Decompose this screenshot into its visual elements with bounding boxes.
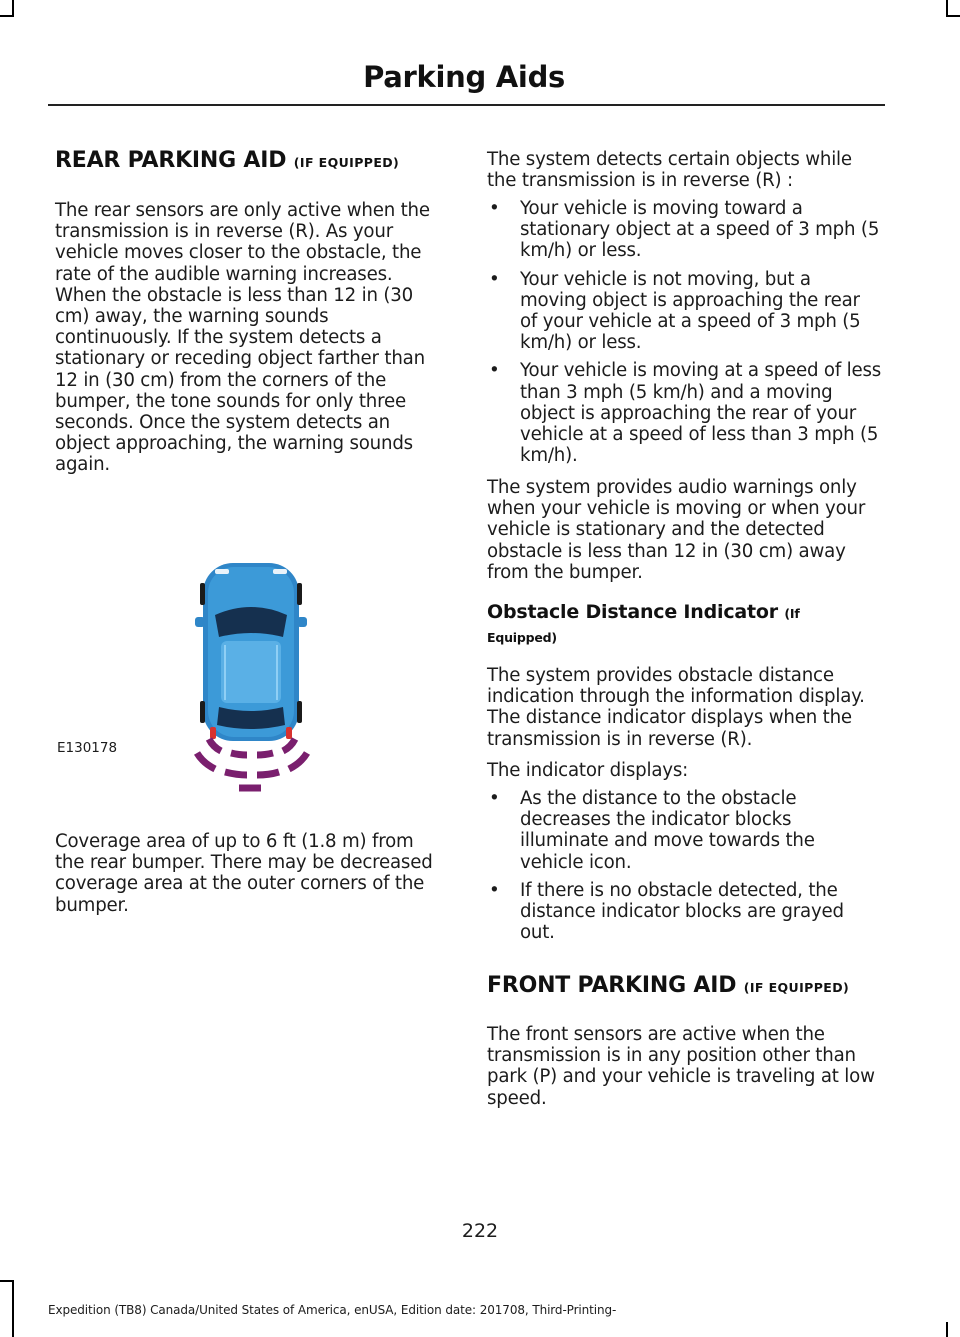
indicator-displays-intro: The indicator displays: (487, 760, 689, 781)
front-paragraph: The front sensors are active when the transmission is in any position other than park (P) and your vehicle is traveling at low speed. (487, 1024, 875, 1109)
bullet-glyph: • (489, 788, 500, 809)
list-item-text: Your vehicle is moving at a speed of less than 3 mph (5 km/h) and a moving object is approaching the rear of your vehicle at a speed of less than 3 mph (5 km/h). (520, 360, 882, 467)
obstacle-heading-suffix: (If (784, 606, 800, 621)
obstacle-heading-suffix-2: Equipped) (487, 630, 557, 646)
rear-sensor-zone-icon (197, 739, 307, 788)
rear-intro-paragraph: The rear sensors are only active when the transmission is in reverse (R). As your vehicle moves closer to the obstacle, the rate of the audible warning increases. When the obstacle is less than 12 in (30 cm) away, the warning sounds continuously. If the system detects a stationary or receding object farther than 12 in (30 cm) from the corners of the bumper, the tone sounds for only three seconds. Once the system detects an object approaching, the warning sounds again. (55, 200, 430, 476)
crop-mark (946, 1322, 948, 1337)
obstacle-paragraph: The system provides obstacle distance indication through the information display. The distance indicator displays when the transmission is in reverse (R). (487, 665, 865, 750)
indicator-list (487, 788, 882, 943)
detects-intro: The system detects certain objects while the transmission is in reverse (R) : (487, 149, 852, 192)
rear-heading-text: REAR PARKING AID (55, 148, 287, 173)
footer-edition-text: Expedition (TB8) Canada/United States of America, enUSA, Edition date: 201708, Third-Printing- (48, 1303, 617, 1317)
list-item (487, 788, 882, 873)
list-item (487, 880, 882, 944)
vehicle-sensor-illustration (55, 555, 448, 815)
page-number: 222 (461, 1220, 499, 1242)
crop-mark (0, 15, 14, 17)
obstacle-heading-text: Obstacle Distance Indicator (487, 601, 778, 623)
front-heading-text: FRONT PARKING AID (487, 973, 737, 998)
bullet-glyph: • (489, 879, 500, 901)
list-item (487, 269, 882, 354)
list-item-text: If there is no obstacle detected, the distance indicator blocks are grayed out. (520, 879, 844, 944)
vehicle-top-view-icon (195, 563, 307, 741)
list-item (487, 360, 882, 466)
page-title: Parking Aids (363, 60, 565, 94)
list-item-text: As the distance to the obstacle decreases the indicator blocks illuminate and move towards the vehicle icon. (520, 788, 815, 873)
front-parking-aid-heading (487, 972, 849, 1000)
crop-mark (0, 1280, 14, 1282)
rear-heading-suffix: (IF EQUIPPED) (293, 155, 400, 170)
detects-list (487, 198, 882, 466)
list-item-text: Your vehicle is moving toward a stationary object at a speed of 3 mph (5 km/h) or less. (520, 198, 880, 262)
bullet-glyph: • (489, 268, 500, 290)
list-item (487, 198, 882, 262)
figure-code: E130178 (57, 740, 118, 756)
list-item-text: Your vehicle is not moving, but a moving object is approaching the rear of your vehicle at a speed of 3 mph (5 km/h) or less. (520, 268, 861, 354)
crop-mark (12, 1280, 14, 1337)
bullet-glyph: • (489, 360, 500, 382)
obstacle-indicator-heading (487, 597, 882, 658)
audio-warning-paragraph: The system provides audio warnings only when your vehicle is moving or when your vehicle is stationary and the detected obstacle is less than 12 in (30 cm) away from the bumper. (487, 477, 866, 583)
front-heading-suffix: (IF EQUIPPED) (743, 980, 850, 995)
bullet-glyph: • (489, 198, 500, 219)
header-divider (48, 104, 885, 106)
rear-parking-aid-heading (55, 147, 399, 175)
crop-mark (946, 15, 960, 17)
coverage-paragraph: Coverage area of up to 6 ft (1.8 m) from the rear bumper. There may be decreased coverage area at the outer corners of the bumper. (55, 831, 433, 916)
rear-sensor-figure (55, 555, 448, 815)
